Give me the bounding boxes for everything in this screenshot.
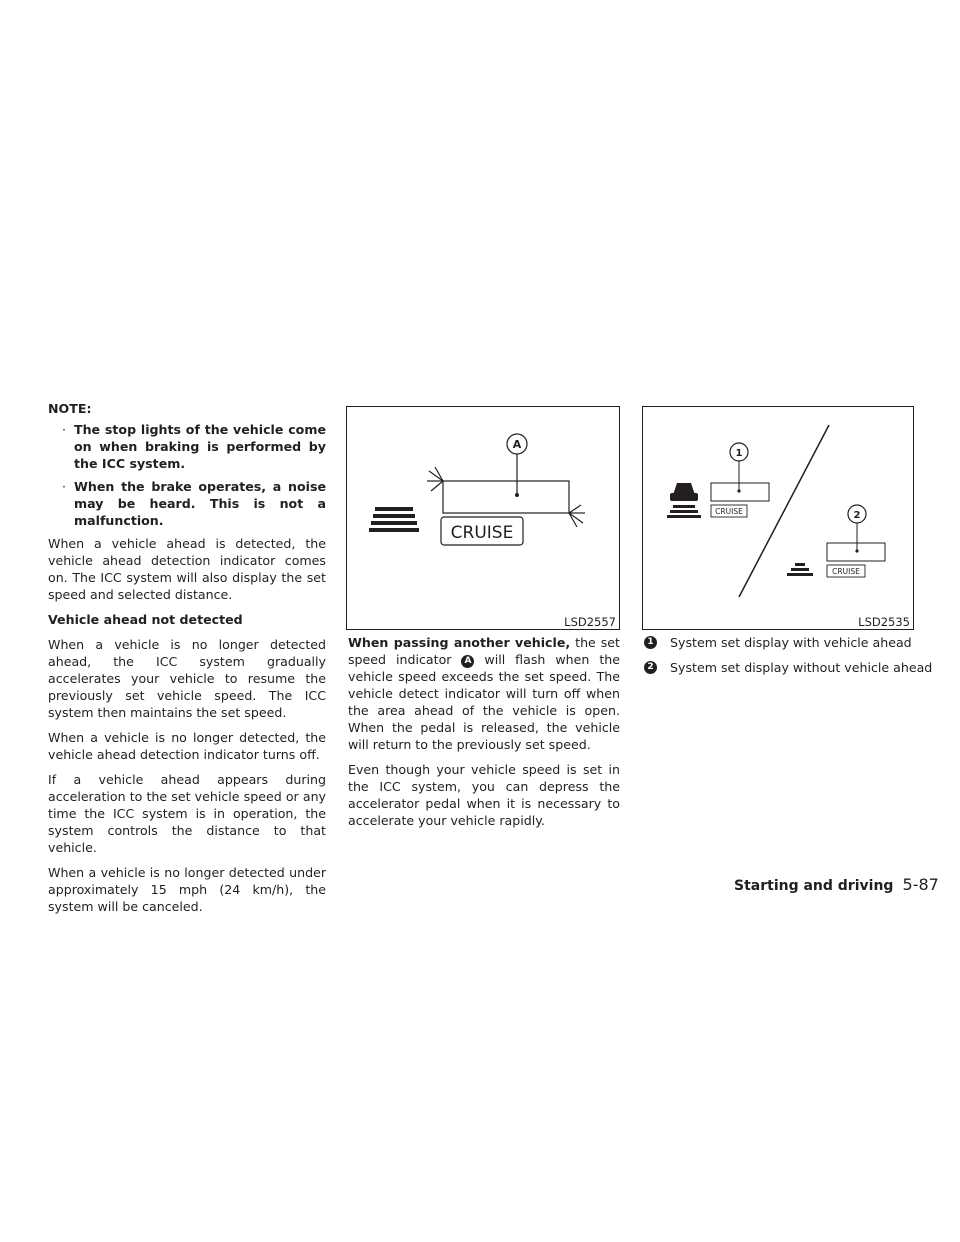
paragraph: When a vehicle is no longer detected ahead, the ICC system gradually accelerates your vehicle to resume the previously set vehicle speed. The ICC system then maintains the set speed. — [48, 637, 326, 720]
legend-item — [644, 659, 933, 677]
callout-1-label: 1 — [735, 448, 743, 459]
distance-bars-icon — [787, 563, 813, 576]
middle-column — [348, 634, 620, 837]
section-title: Starting and driving — [734, 878, 894, 894]
legend-item — [644, 634, 914, 652]
cruise-label: CRUISE — [715, 507, 743, 516]
note-heading: NOTE: — [48, 401, 92, 416]
distance-bars-icon — [667, 505, 701, 518]
paragraph: When passing another vehicle, the set speed indicator A will flash when the vehicle speed exceeds the set speed. The vehicle detect indicator will turn off when the area ahead of the vehicle is open. When the pedal is released, the vehicle will return to the previously set speed. — [348, 635, 620, 752]
marker-1-icon: 1 — [644, 636, 657, 649]
note-list — [48, 421, 326, 529]
left-column — [48, 400, 326, 923]
page-footer — [734, 875, 939, 894]
paragraph: When a vehicle is no longer detected under approximately 15 mph (24 km/h), the system will be canceled. — [48, 865, 326, 914]
figure-code: LSD2557 — [564, 615, 616, 629]
divider-line — [739, 425, 829, 597]
subheading: Vehicle ahead not detected — [48, 612, 243, 627]
set-display-illustration — [643, 407, 913, 629]
cruise-label: CRUISE — [832, 567, 860, 576]
bullet-icon: · — [62, 422, 67, 437]
paragraph: When a vehicle ahead is detected, the vehicle ahead detection indicator comes on. The ICC system will also display the set speed and selected distance. — [48, 536, 326, 602]
paragraph: If a vehicle ahead appears during acceleration to the set vehicle speed or any time the ICC system is in operation, the system controls the distance to that vehicle. — [48, 772, 326, 855]
cruise-indicator-illustration — [347, 407, 619, 629]
legend-text: System set display with vehicle ahead — [670, 635, 912, 650]
figure-code: LSD2535 — [858, 615, 910, 629]
bullet-icon: · — [62, 479, 67, 494]
callout-a-label: A — [512, 438, 522, 451]
figure-set-display — [642, 406, 914, 630]
paragraph: When a vehicle is no longer detected, the vehicle ahead detection indicator turns off. — [48, 730, 326, 762]
figure-cruise-indicator — [346, 406, 620, 630]
distance-bars-icon — [369, 507, 419, 532]
page-number: 5-87 — [902, 875, 939, 894]
paragraph: Even though your vehicle speed is set in the ICC system, you can depress the accelerator pedal when it is necessary to accelerate your vehicle rapidly. — [348, 762, 620, 828]
set-speed-indicator — [443, 481, 569, 513]
legend-text: System set display without vehicle ahead — [670, 660, 933, 675]
callout-2-label: 2 — [853, 510, 861, 521]
note-item: · When the brake operates, a noise may be heard. This is not a malfunction. — [62, 479, 326, 528]
vehicle-ahead-icon — [670, 483, 698, 501]
note-item: · The stop lights of the vehicle come on when braking is performed by the ICC system. — [62, 422, 326, 471]
marker-a-icon: A — [461, 655, 474, 668]
cruise-label: CRUISE — [450, 523, 514, 543]
marker-2-icon: 2 — [644, 661, 657, 674]
flash-icon — [427, 467, 585, 527]
